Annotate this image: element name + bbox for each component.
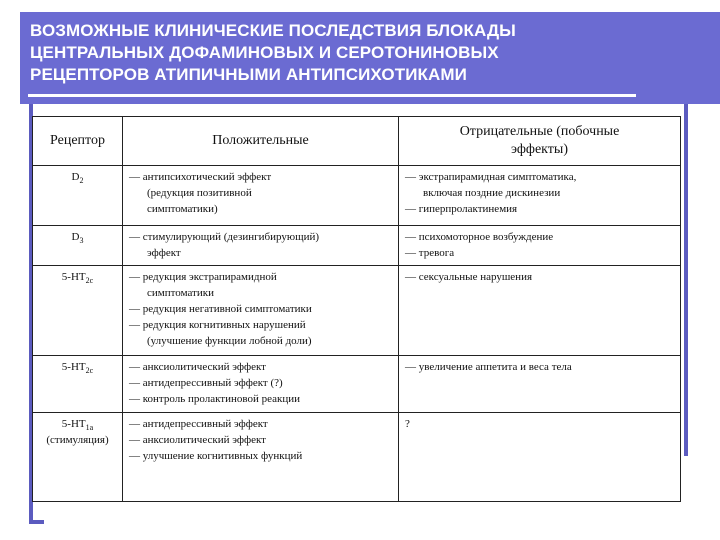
- positive-effect-line: — улучшение когнитивных функций: [129, 450, 303, 463]
- positive-effect-line: симптоматики): [147, 202, 218, 215]
- positive-effect-line: симптоматики: [147, 286, 214, 299]
- table-row: [33, 226, 681, 265]
- negative-effect-line: — психомоторное возбуждение: [405, 231, 554, 244]
- positive-effect-line: — антидепрессивный эффект: [129, 418, 268, 431]
- receptor-name: 5-HT: [61, 418, 86, 431]
- negative-effect-line: ?: [405, 418, 410, 431]
- header-receptor: Рецептор: [33, 117, 123, 166]
- positive-effect-line: (редукция позитивной: [147, 186, 252, 199]
- receptor-name: D: [71, 170, 80, 183]
- table-row: [33, 165, 681, 226]
- receptor-cell: [33, 165, 123, 226]
- positive-effect-line: (улучшение функции лобной доли): [147, 334, 312, 347]
- receptor-subscript: 1a: [85, 423, 94, 433]
- table-header-row: [33, 117, 681, 166]
- bottom-accent-line: [29, 520, 44, 524]
- negative-effect-line: — экстрапирамидная симптоматика,: [405, 170, 577, 183]
- negative-effects-cell: [399, 226, 681, 265]
- positive-effect-line: — редукция экстрапирамидной: [129, 270, 277, 283]
- receptor-subscript: 2: [79, 175, 84, 185]
- title-line: ЦЕНТРАЛЬНЫХ ДОФАМИНОВЫХ И СЕРОТОНИНОВЫХ: [30, 43, 499, 62]
- receptor-name: 5-HT: [61, 270, 86, 283]
- positive-effect-line: — антидепрессивный эффект (?): [129, 377, 283, 390]
- positive-effects-cell: [123, 413, 399, 502]
- positive-effect-line: — контроль пролактиновой реакции: [129, 393, 301, 406]
- positive-effect-line: — редукция негативной симптоматики: [129, 302, 312, 315]
- positive-effect-line: — анксиолитический эффект: [129, 434, 266, 447]
- positive-effects-cell: [123, 356, 399, 413]
- table-row: [33, 356, 681, 413]
- right-accent-line: [684, 104, 688, 456]
- negative-effect-line: — гиперпролактинемия: [405, 202, 518, 215]
- receptor-note: (стимуляция): [46, 434, 109, 447]
- header-negative-line: Отрицательные (побочные: [459, 123, 620, 139]
- receptor-cell: [33, 265, 123, 356]
- positive-effect-line: — стимулирующий (дезингибирующий): [129, 231, 320, 244]
- negative-effects-cell: [399, 356, 681, 413]
- receptor-name: D: [71, 231, 80, 244]
- title-underline: [28, 94, 636, 97]
- header-positive: Положительные: [123, 117, 399, 166]
- negative-effect-line: включая поздние дискинезии: [423, 186, 561, 199]
- negative-effects-cell: [399, 265, 681, 356]
- positive-effect-line: — редукция когнитивных нарушений: [129, 318, 306, 331]
- positive-effects-cell: [123, 165, 399, 226]
- table-row: [33, 413, 681, 502]
- negative-effect-line: — увеличение аппетита и веса тела: [405, 361, 572, 374]
- receptor-subscript: 2c: [85, 366, 94, 376]
- negative-effect-line: — сексуальные нарушения: [405, 270, 533, 283]
- positive-effects-cell: [123, 265, 399, 356]
- positive-effects-cell: [123, 226, 399, 265]
- table-row: [33, 265, 681, 356]
- receptor-cell: [33, 356, 123, 413]
- slide-title: [30, 20, 630, 86]
- negative-effects-cell: [399, 413, 681, 502]
- positive-effect-line: — анксиолитический эффект: [129, 361, 266, 374]
- positive-effect-line: — антипсихотический эффект: [129, 170, 272, 183]
- positive-effect-line: эффект: [147, 247, 181, 260]
- negative-effects-cell: [399, 165, 681, 226]
- header-negative: [399, 117, 681, 166]
- receptor-subscript: 2c: [85, 275, 94, 285]
- receptor-cell: [33, 226, 123, 265]
- title-line: ВОЗМОЖНЫЕ КЛИНИЧЕСКИЕ ПОСЛЕДСТВИЯ БЛОКАДЫ: [30, 21, 516, 40]
- receptor-subscript: 3: [79, 236, 84, 246]
- header-negative-line: эффекты): [510, 141, 568, 157]
- receptor-name: 5-HT: [61, 361, 86, 374]
- receptor-effects-table: [32, 116, 681, 502]
- title-line: РЕЦЕПТОРОВ АТИПИЧНЫМИ АНТИПСИХОТИКАМИ: [30, 65, 467, 84]
- receptor-cell: [33, 413, 123, 502]
- negative-effect-line: — тревога: [405, 247, 455, 260]
